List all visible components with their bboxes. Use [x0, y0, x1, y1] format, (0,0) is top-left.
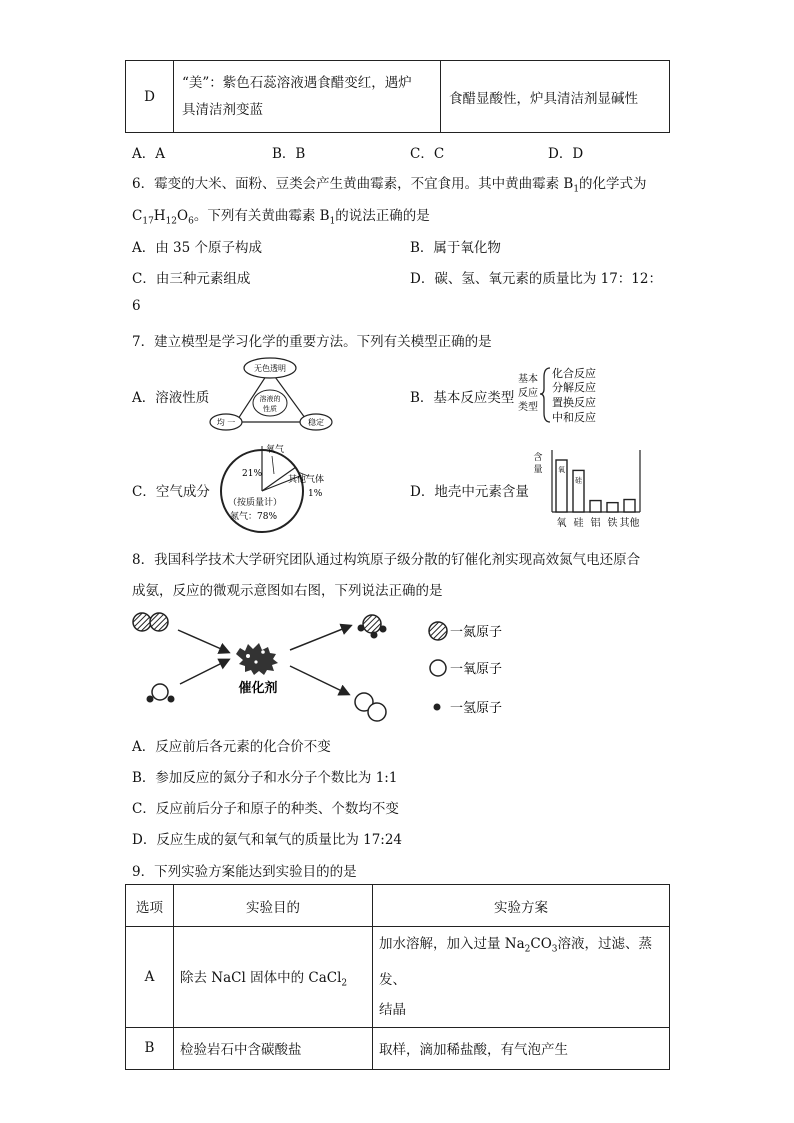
q5-choice-c[interactable]: C．C — [410, 146, 445, 162]
q5-answer-table — [125, 60, 670, 133]
q5-choice-b[interactable]: B．B — [272, 146, 306, 162]
q7-option-a[interactable]: A．溶液性质 — [132, 390, 210, 406]
explanation-cell: 食醋显酸性，炉具清洁剂显碱性 — [441, 61, 670, 133]
bar-4 — [607, 503, 618, 512]
diagram-label: 置换反应 — [552, 396, 596, 409]
diagram-label: 稳定 — [308, 418, 324, 427]
legend-label: 一氢原子 — [450, 701, 503, 716]
legend-label: 一氮原子 — [450, 625, 503, 640]
q6-stem-text: 6．霉变的大米、面粉、豆类会产生黄曲霉素，不宜食用。其中黄曲霉素 B — [132, 176, 574, 192]
chart-ylabel: 量 — [533, 465, 543, 475]
table-row — [126, 1027, 670, 1069]
nitrogen-molecule — [133, 613, 168, 631]
q6-option-c[interactable]: C．由三种元素组成 — [132, 271, 251, 287]
tick-label: 氧 — [556, 518, 567, 529]
goal-cell: 检验岩石中含碳酸盐 — [174, 1027, 373, 1069]
q8-stem-line2: 成氨，反应的微观示意图如右图，下列说法正确的是 — [132, 583, 443, 599]
plan-cell: 取样，滴加稀盐酸，有气泡产生 — [373, 1027, 670, 1069]
catalyst-label: 催化剂 — [238, 681, 278, 696]
diagram-label: 氮气：78% — [230, 512, 278, 522]
legend — [429, 622, 502, 716]
plan-cell — [373, 927, 670, 1028]
diagram-label: 其他气体 — [288, 475, 325, 485]
q9-stem: 9．下列实验方案能达到实验目的的是 — [132, 864, 357, 880]
diagram-label: 无色透明 — [254, 364, 286, 373]
water-molecule — [147, 684, 175, 703]
table-header-row — [126, 885, 670, 927]
bar-5 — [624, 500, 635, 512]
solution-properties-diagram — [208, 356, 336, 432]
bar-inner-label: 硅 — [575, 476, 582, 485]
q7-option-b[interactable]: B．基本反应类型 — [410, 390, 515, 406]
diagram-label: 性质 — [263, 405, 277, 413]
crust-element-bar-chart — [530, 446, 650, 530]
subscript: 1 — [329, 216, 336, 227]
tick-label: 铝 — [590, 518, 601, 529]
plan-line: 加水溶解，加入过量 $Na_2CO_3$溶液，过滤、蒸发、 — [379, 936, 653, 988]
diagram-label: 中和反应 — [552, 411, 596, 424]
bar-3 — [590, 501, 601, 512]
reaction-micro-diagram — [128, 604, 518, 722]
chart-ylabel: 含 — [533, 453, 543, 463]
description-cell — [174, 61, 441, 133]
q6-option-d-continued: 6 — [132, 298, 141, 314]
q6-stem-text: 。下列有关黄曲霉素 B — [193, 208, 330, 224]
diagram-label: （按质量计） — [228, 498, 283, 508]
diagram-label: 溶液的 — [259, 395, 281, 403]
tick-label: 硅 — [573, 518, 584, 529]
bar-inner-label: 氧 — [558, 466, 565, 474]
diagram-label: 化合反应 — [552, 367, 596, 380]
q8-option-c[interactable]: C．反应前后分子和原子的种类、个数均不变 — [132, 801, 399, 817]
nitrogen-atom-icon — [429, 622, 447, 640]
diagram-label: 基本 — [518, 374, 538, 385]
diagram-label: 均 一 — [216, 418, 236, 427]
table-row — [126, 927, 670, 1028]
option-cell: B — [126, 1027, 174, 1069]
q6-option-a[interactable]: A．由 35 个原子构成 — [132, 240, 263, 256]
q7-stem: 7．建立模型是学习化学的重要方法。下列有关模型正确的是 — [132, 334, 492, 350]
description-line: 具清洁剂变蓝 — [182, 101, 263, 118]
oxygen-molecule — [355, 693, 386, 721]
option-cell: A — [126, 927, 174, 1028]
q6-stem-line2 — [132, 204, 430, 227]
q5-choice-a[interactable]: A．A — [132, 146, 165, 162]
q8-option-b[interactable]: B．参加反应的氮分子和水分子个数比为 1:1 — [132, 770, 398, 786]
tick-label: 其他 — [619, 518, 640, 529]
legend-label: 一氧原子 — [450, 662, 503, 677]
q6-stem-text: 的化学式为 — [579, 176, 647, 192]
goal-cell: 除去 NaCl 固体中的 CaCl$_2$ — [174, 927, 373, 1028]
column-header: 选项 — [126, 885, 174, 927]
q6-option-d[interactable]: D．碳、氢、氧元素的质量比为 17：12： — [410, 271, 662, 287]
q6-stem-text: 的说法正确的是 — [335, 208, 430, 224]
diagram-label: 氧气 — [266, 445, 285, 455]
chemical-formula: $C_{17}H_{12}O_6$ — [132, 208, 194, 227]
q5-choice-d[interactable]: D．D — [548, 146, 584, 162]
column-header: 实验方案 — [373, 885, 670, 927]
q8-option-a[interactable]: A．反应前后各元素的化合价不变 — [132, 739, 331, 755]
air-composition-pie — [212, 440, 337, 536]
q6-stem-line1 — [132, 172, 647, 195]
q8-option-d[interactable]: D．反应生成的氨气和氧气的质量比为 17:24 — [132, 832, 403, 848]
description-line: “美”：紫色石蕊溶液遇食醋变红，遇炉 — [182, 74, 412, 91]
q7-option-c[interactable]: C．空气成分 — [132, 484, 210, 500]
ammonia-molecule — [358, 615, 387, 639]
q8-stem-line1: 8．我国科学技术大学研究团队通过构筑原子级分散的钌催化剂实现高效氮气电还原合 — [132, 552, 641, 568]
diagram-label: 分解反应 — [552, 381, 596, 394]
q7-option-d[interactable]: D．地壳中元素含量 — [410, 484, 529, 500]
hydrogen-atom-icon — [434, 704, 441, 711]
diagram-label: 1% — [308, 489, 323, 499]
option-cell: D — [126, 61, 174, 133]
reaction-types-diagram — [518, 365, 618, 425]
catalyst-icon — [236, 643, 278, 675]
brace-icon — [540, 368, 550, 422]
column-header: 实验目的 — [174, 885, 373, 927]
oxygen-atom-icon — [430, 660, 446, 676]
plan-line: 结晶 — [379, 1001, 406, 1018]
tick-label: 铁 — [607, 518, 618, 529]
diagram-label: 反应 — [518, 388, 538, 399]
diagram-label: 类型 — [518, 402, 538, 413]
q6-option-b[interactable]: B．属于氧化物 — [410, 240, 501, 256]
table-row — [126, 61, 670, 133]
q9-experiment-table — [125, 884, 670, 1070]
subscript: 1 — [573, 184, 580, 195]
diagram-label: 21% — [242, 469, 263, 479]
